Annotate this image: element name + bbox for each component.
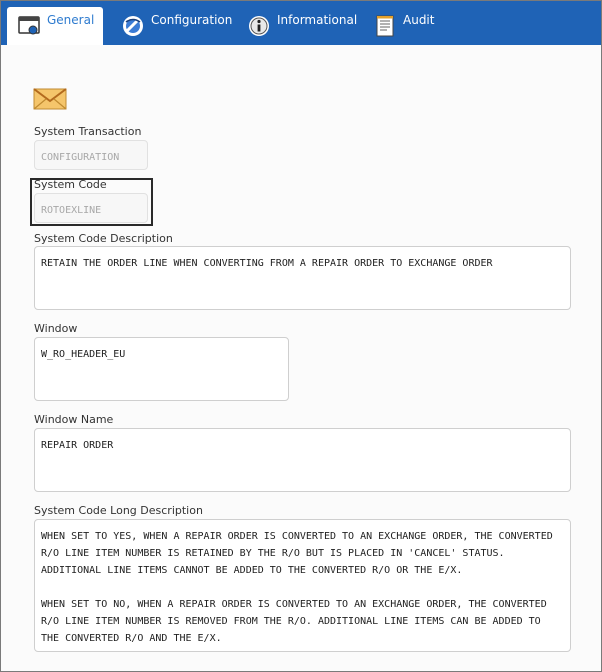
tab-bar	[1, 1, 601, 45]
long-description-label: System Code Long Description	[34, 504, 203, 517]
document-notepad-icon	[373, 14, 397, 38]
configuration-globe-icon	[121, 14, 145, 38]
tab-configuration[interactable]	[111, 7, 233, 45]
system-transaction-field[interactable]: CONFIGURATION	[34, 140, 148, 170]
tab-general-label: General	[47, 13, 95, 27]
long-description-field[interactable]: WHEN SET TO YES, WHEN A REPAIR ORDER IS CONVERTED TO AN EXCHANGE ORDER, THE CONVERTED R/O LINE ITEM NUMBER IS RETAINED BY THE R/O BUT IS PLACED IN 'CANCEL' STATUS. ADDITIONAL LINE ITEMS CANNOT BE ADDED TO THE CONVERTED R/O OR THE E/X. WHEN SET TO NO, WHEN A REPAIR ORDER IS CONVERTED TO AN EXCHANGE ORDER, THE CONVERTED R/O LINE ITEM NUMBER IS REMOVED FROM THE R/O. ADDITIONAL LINE ITEMS CAN BE ADDED TO THE CONVERTED R/O AND THE E/X.	[34, 519, 571, 652]
computer-window-icon	[17, 14, 41, 38]
window-name-field[interactable]: REPAIR ORDER	[34, 428, 571, 492]
tab-audit-label: Audit	[403, 13, 435, 27]
window-name-label: Window Name	[34, 413, 114, 426]
system-transaction-label: System Transaction	[34, 125, 142, 138]
system-code-description-label: System Code Description	[34, 232, 173, 245]
system-code-label: System Code	[34, 178, 107, 191]
general-panel	[1, 45, 601, 671]
system-code-description-field[interactable]: RETAIN THE ORDER LINE WHEN CONVERTING FROM A REPAIR ORDER TO EXCHANGE ORDER	[34, 246, 571, 310]
tab-informational-label: Informational	[277, 13, 358, 27]
system-code-field[interactable]: ROTOEXLINE	[34, 193, 148, 223]
info-icon	[247, 14, 271, 38]
tab-informational[interactable]	[237, 7, 357, 45]
tab-configuration-label: Configuration	[151, 13, 233, 27]
tab-general[interactable]	[7, 7, 103, 45]
window-field[interactable]: W_RO_HEADER_EU	[34, 337, 289, 401]
tab-audit[interactable]	[363, 7, 453, 45]
envelope-icon	[33, 87, 67, 111]
window-label: Window	[34, 322, 78, 335]
